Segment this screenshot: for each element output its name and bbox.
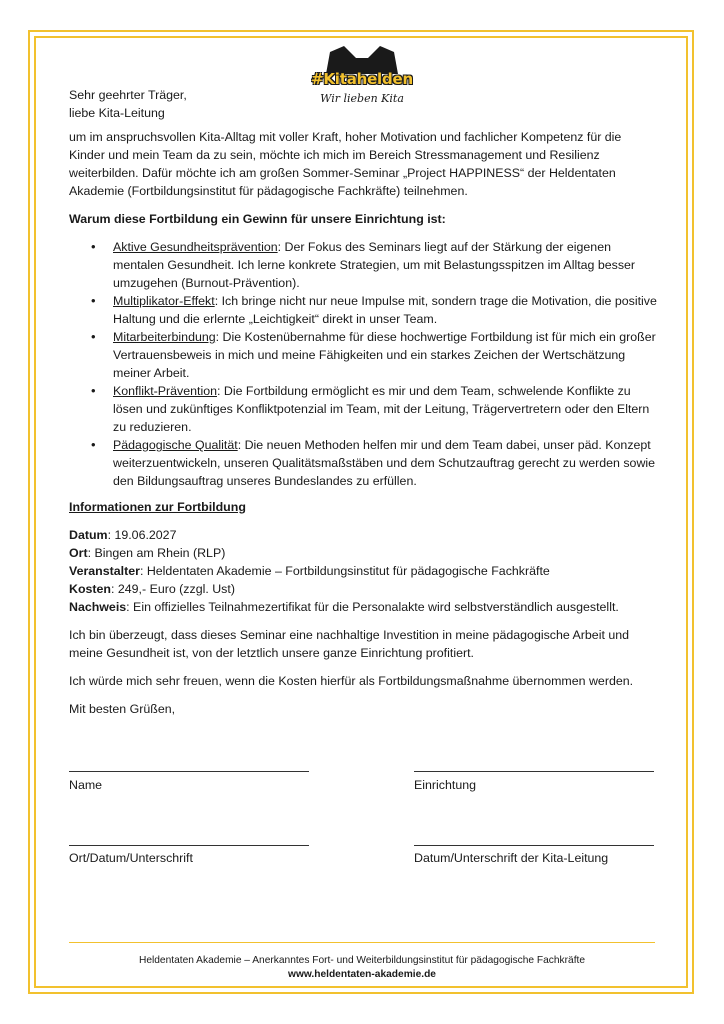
benefit-text: : Ich bringe nicht nur neue Impulse mit, sondern trage die Motivation, die positive Haltung und die erlernte „Leichtigkeit“ direkt in unser Team. — [113, 294, 657, 326]
footer-divider — [69, 942, 655, 943]
list-item — [113, 382, 657, 436]
label-date-signature-lead: Datum/Unterschrift der Kita-Leitung — [414, 851, 609, 865]
logo-subtitle: Wir lieben Kita — [320, 92, 404, 105]
signature-line-facility — [414, 771, 654, 772]
info-label: Kosten — [69, 582, 111, 596]
list-item — [113, 328, 657, 382]
info-label: Ort — [69, 546, 88, 560]
list-item — [113, 292, 657, 328]
label-place-date-signature: Ort/Datum/Unterschrift — [69, 851, 193, 865]
info-value: : 249,- Euro (zzgl. Ust) — [111, 582, 235, 596]
info-label: Datum — [69, 528, 108, 542]
letter-body — [69, 86, 657, 728]
closing: Mit besten Grüßen, — [69, 702, 176, 716]
info-block — [69, 526, 657, 616]
benefit-title: Konflikt-Prävention — [113, 384, 217, 398]
list-item — [113, 436, 657, 490]
benefit-text: : Die Kostenübernahme für diese hochwertige Fortbildung ist für mich ein großer Vertrauensbeweis in mich und meine Fähigkeiten und ein starkes Zeichen der Wertschätzung meiner Arbeit. — [113, 330, 656, 380]
label-facility: Einrichtung — [414, 778, 476, 792]
benefit-title: Mitarbeiterbindung — [113, 330, 216, 344]
greeting-line-1: Sehr geehrter Träger, — [69, 88, 187, 102]
info-value: : Bingen am Rhein (RLP) — [87, 546, 226, 560]
info-label: Veranstalter — [69, 564, 140, 578]
info-row-proof — [69, 598, 657, 616]
greeting-line-2: liebe Kita-Leitung — [69, 106, 165, 120]
info-row-place — [69, 544, 657, 562]
footer-text: Heldentaten Akademie – Anerkanntes Fort- und Weiterbildungsinstitut für pädagogische Fachkräfte — [138, 955, 586, 966]
logo-title: #Kitahelden — [310, 70, 413, 88]
benefits-heading: Warum diese Fortbildung ein Gewinn für unsere Einrichtung ist: — [69, 212, 446, 226]
signature-line-place-date — [69, 845, 309, 846]
benefits-list — [69, 238, 657, 490]
info-row-organizer — [69, 562, 657, 580]
greeting — [69, 86, 657, 122]
benefit-title: Pädagogische Qualität — [113, 438, 238, 452]
signature-line-name — [69, 771, 309, 772]
conviction-paragraph: Ich bin überzeugt, dass dieses Seminar eine nachhaltige Investition in meine pädagogische Arbeit und meine Gesundheit ist, von der letztlich unsere ganze Einrichtung profitiert. — [69, 628, 630, 660]
list-item — [113, 238, 657, 292]
footer — [69, 954, 655, 982]
benefit-text: : Die neuen Methoden helfen mir und dem Team dabei, unser päd. Konzept weiterzuentwickeln, unseren Qualitätsmaßstäben und dem Schutzauftrag gerecht zu werden sowie den Bildungsauftrag unseres Bundeslandes zu erfüllen. — [113, 438, 656, 488]
benefit-text: : Die Fortbildung ermöglicht es mir und dem Team, schwelende Konflikte zu lösen und zukünftiges Konfliktpotenzial im Team, mit der Leitung, Trägervertretern oder den Eltern zu reduzieren. — [113, 384, 650, 434]
info-heading: Informationen zur Fortbildung — [69, 500, 246, 514]
info-row-costs — [69, 580, 657, 598]
request-paragraph: Ich würde mich sehr freuen, wenn die Kosten hierfür als Fortbildungsmaßnahme übernommen werden. — [69, 674, 634, 688]
info-label: Nachweis — [69, 600, 127, 614]
signature-line-lead — [414, 845, 654, 846]
benefit-title: Aktive Gesundheitsprävention — [113, 240, 278, 254]
info-value: : Ein offizielles Teilnahmezertifikat für die Personalakte wird selbstverständlich ausgestellt. — [126, 600, 619, 614]
benefit-text: : Der Fokus des Seminars liegt auf der Stärkung der eigenen mentalen Gesundheit. Ich lerne konkrete Strategien, um mit Belastungsspitzen im Alltag besser umzugehen (Burnout-Prävention). — [113, 240, 636, 290]
benefit-title: Multiplikator-Effekt — [113, 294, 215, 308]
footer-url: www.heldentaten-akademie.de — [288, 969, 436, 980]
intro-paragraph: um im anspruchsvollen Kita-Alltag mit voller Kraft, hoher Motivation und fachlicher Kompetenz für die Kinder und mein Team da zu sein, möchte ich mich im Bereich Stressmanagement und Resilienz weiterbilden. Dafür möchte ich am großen Sommer-Seminar „Project HAPPINESS“ der Heldentaten Akademie (Fortbildungsinstitut für pädagogische Fachkräfte) teilnehmen. — [69, 130, 622, 198]
info-value: : Heldentaten Akademie – Fortbildungsinstitut für pädagogische Fachkräfte — [139, 564, 550, 578]
label-name: Name — [69, 778, 103, 792]
info-value: : 19.06.2027 — [107, 528, 177, 542]
info-row-date — [69, 526, 657, 544]
